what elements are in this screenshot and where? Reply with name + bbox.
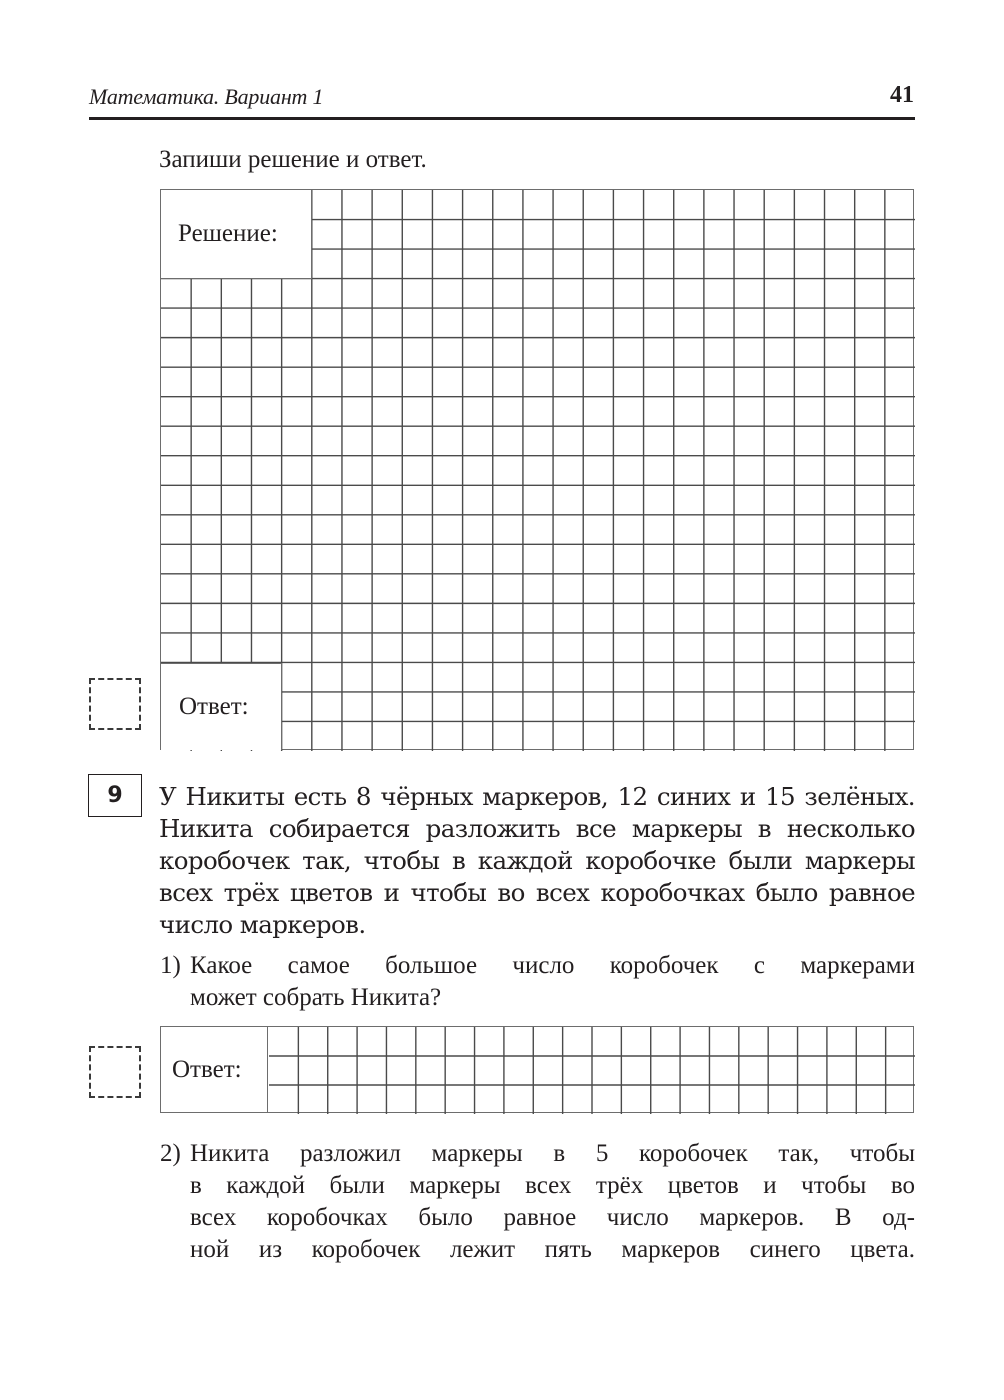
question-line: Никита разложил маркеры в 5 коробочек так, чтобы bbox=[190, 1140, 915, 1167]
answer-label: Ответ: bbox=[179, 693, 249, 720]
score-box bbox=[89, 1046, 141, 1098]
solution-label: Решение: bbox=[178, 220, 278, 247]
task-line: У Никиты есть 8 чёрных маркеров, 12 синих и 15 зелёных. bbox=[159, 782, 915, 811]
question-2-text bbox=[190, 1138, 915, 1266]
grid-lines bbox=[161, 1027, 915, 1114]
page-number: 41 bbox=[890, 82, 914, 108]
solution-grid[interactable] bbox=[160, 189, 914, 750]
task-number: 9 bbox=[107, 783, 123, 808]
task-line: коробочек так, чтобы в каждой коробочке были маркеры bbox=[159, 846, 915, 875]
question-line: ной из коробочек лежит пять маркеров синего цвета. bbox=[190, 1236, 915, 1263]
question-1-number: 1) bbox=[160, 952, 181, 979]
task-number-badge bbox=[88, 774, 142, 817]
answer-label: Ответ: bbox=[172, 1055, 242, 1083]
task-line: всех трёх цветов и чтобы во всех коробочках было равное bbox=[159, 878, 915, 907]
question-1-text bbox=[190, 950, 915, 1014]
task-line: Никита собирается разложить все маркеры в несколько bbox=[159, 814, 915, 843]
answer-grid[interactable] bbox=[160, 1026, 914, 1113]
instruction-text: Запиши решение и ответ. bbox=[159, 146, 427, 173]
question-line: Какое самое большое число коробочек с маркерами bbox=[190, 952, 915, 979]
running-header-title: Математика. Вариант 1 bbox=[89, 84, 324, 109]
question-line: может собрать Никита? bbox=[190, 984, 442, 1011]
question-line: в каждой были маркеры всех трёх цветов и чтобы во bbox=[190, 1172, 915, 1199]
task-line: число маркеров. bbox=[159, 910, 366, 939]
score-box bbox=[89, 678, 141, 730]
question-line: всех коробочках было равное число маркеров. В од- bbox=[190, 1204, 915, 1231]
question-2-number: 2) bbox=[160, 1140, 181, 1167]
header-rule bbox=[89, 117, 915, 120]
answer-label-cell bbox=[161, 1027, 268, 1112]
solution-label-cell bbox=[161, 190, 312, 279]
answer-label-cell bbox=[161, 663, 282, 750]
task-statement bbox=[159, 781, 915, 941]
